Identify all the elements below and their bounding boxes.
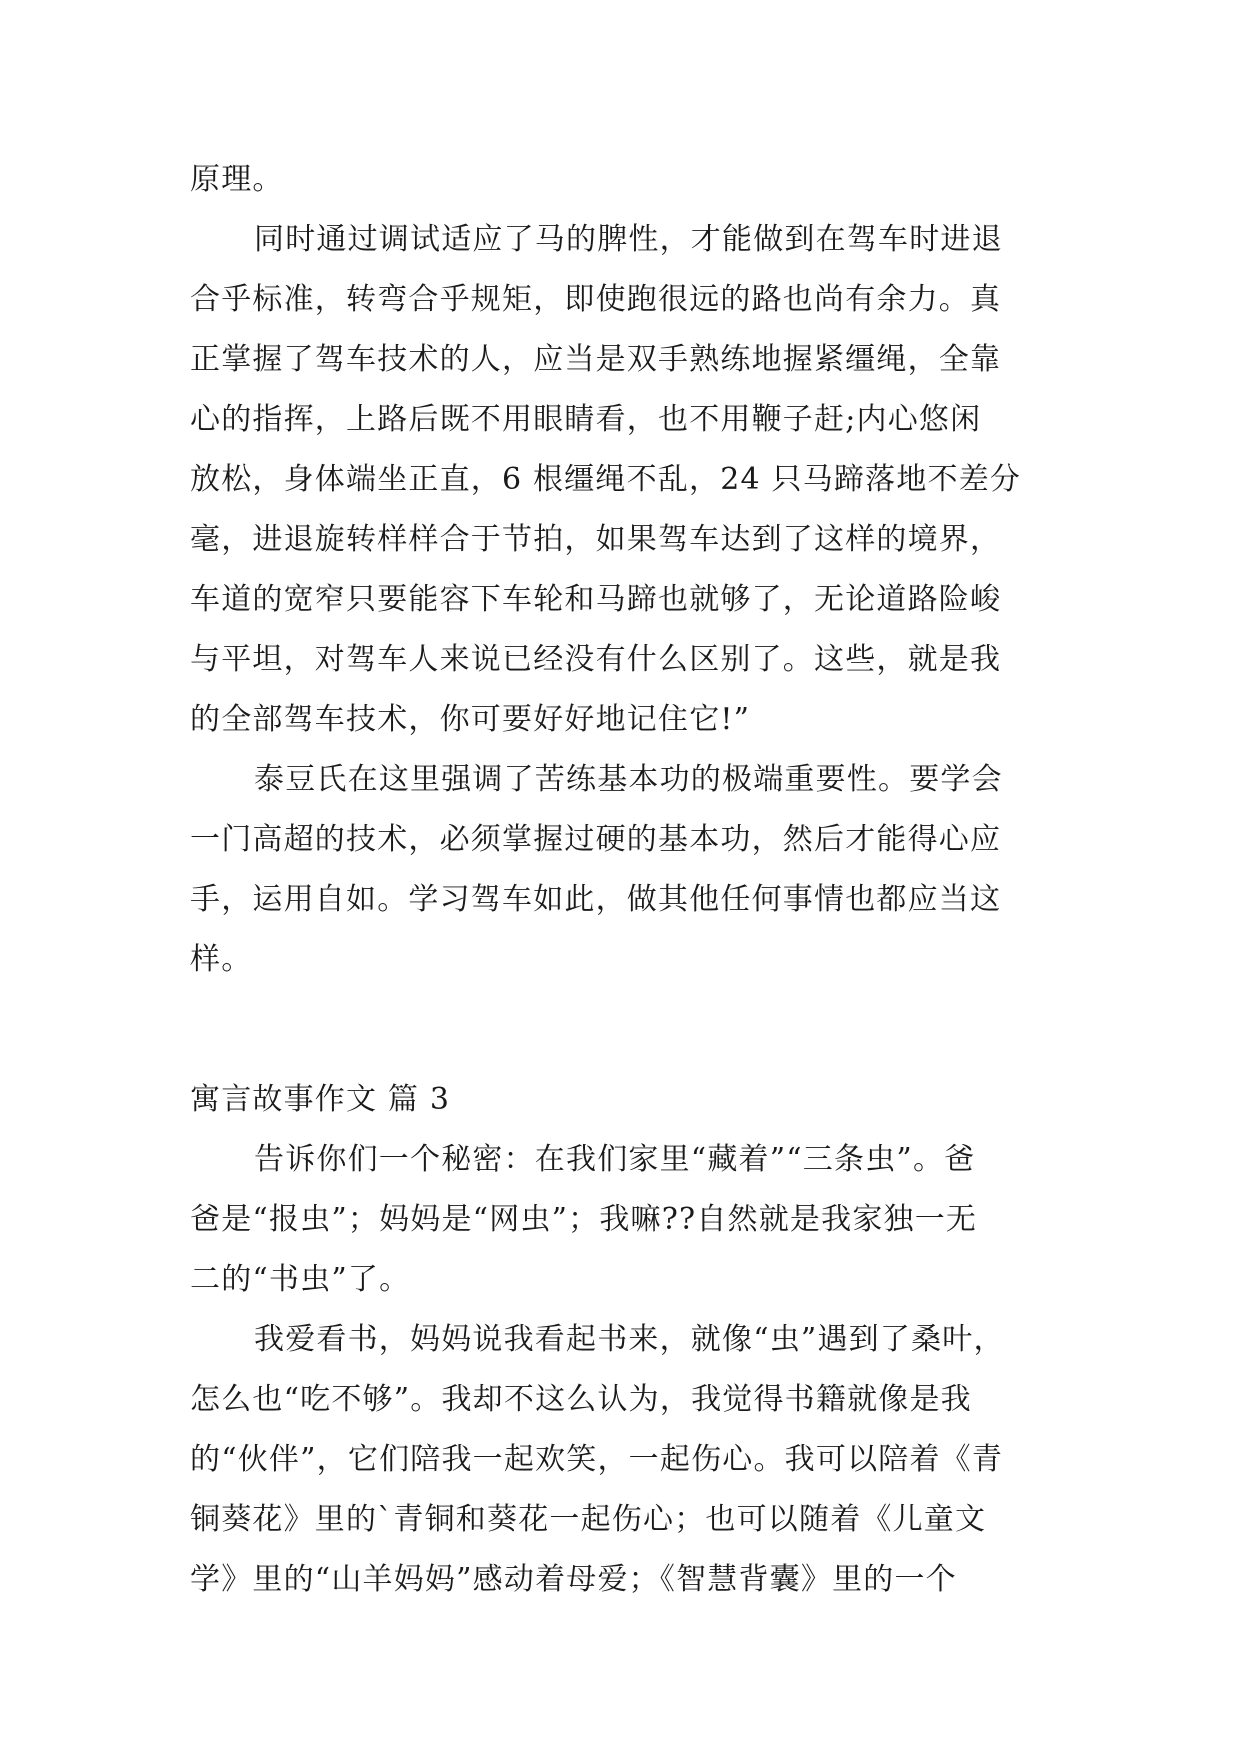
paragraph-start-line: 同时通过调试适应了马的脾性，才能做到在驾车时进退 [254,222,1003,257]
text-line: 样。 [190,942,253,977]
text-line: 放松，身体端坐正直，6 根缰绳不乱，24 只马蹄落地不差分 [190,462,1022,497]
text-line: 爸是“报虫”；妈妈是“网虫”；我嘛??自然就是我家独一无 [190,1202,978,1237]
section-spacer [190,990,1052,1070]
paragraph-start-line: 泰豆氏在这里强调了苦练基本功的极端重要性。要学会 [254,762,1003,797]
text-line: 车道的宽窄只要能容下车轮和马蹄也就够了，无论道路险峻 [190,582,1002,617]
text-line: 与平坦，对驾车人来说已经没有什么区别了。这些，就是我 [190,642,1002,677]
section-heading: 寓言故事作文 篇 3 [190,1082,451,1117]
text-line: 学》里的“山羊妈妈”感动着母爱；《智慧背囊》里的一个 [190,1562,957,1597]
text-line: 合乎标准，转弯合乎规矩，即使跑很远的路也尚有余力。真 [190,282,1002,317]
paragraph-start-line: 我爱看书，妈妈说我看起书来，就像“虫”遇到了桑叶， [254,1322,1005,1357]
text-line: 铜葵花》里的`青铜和葵花一起伤心；也可以随着《儿童文 [190,1502,987,1537]
text-line: 心的指挥，上路后既不用眼睛看，也不用鞭子赶;内心悠闲 [190,402,982,437]
text-line: 的全部驾车技术，你可要好好地记住它!” [190,702,751,737]
text-line: 二的“书虫”了。 [190,1262,411,1297]
text-line: 手，运用自如。学习驾车如此，做其他任何事情也都应当这 [190,882,1002,917]
paragraph-start-line: 告诉你们一个秘密：在我们家里“藏着”“三条虫”。爸 [254,1142,976,1177]
text-line: 的“伙伴”，它们陪我一起欢笑，一起伤心。我可以陪着《青 [190,1442,1004,1477]
text-line: 原理。 [190,162,284,197]
text-line: 正掌握了驾车技术的人，应当是双手熟练地握紧缰绳，全靠 [190,342,1002,377]
text-line: 怎么也“吃不够”。我却不这么认为，我觉得书籍就像是我 [190,1382,972,1417]
document-page [190,150,1052,1610]
text-line: 毫，进退旋转样样合于节拍，如果驾车达到了这样的境界， [190,522,1002,557]
text-line: 一门高超的技术，必须掌握过硬的基本功，然后才能得心应 [190,822,1002,857]
